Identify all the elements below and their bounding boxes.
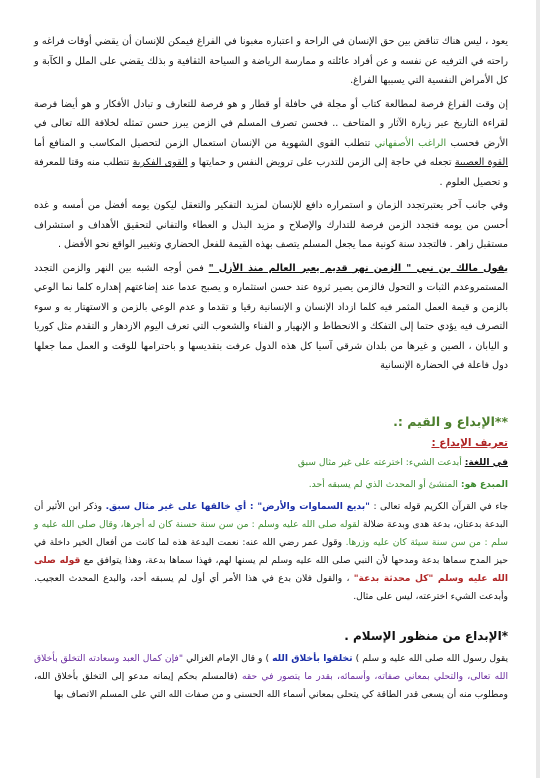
quran-verse: "بديع السماوات والأرض" : أي خالقها على غير مثال سبق.	[105, 500, 370, 512]
islam-text-1: يقول رسول الله صلى الله عليه و سلم )	[355, 652, 509, 664]
mubdi-definition: المنشئ أو المحدث الذي لم يسبقه أحد.	[308, 478, 458, 490]
nervous-force-term: القوة العصبية	[454, 157, 509, 168]
ibn-athir-text: وذكر ابن الأثير أن البدعة بدعتان، بدعة هدى وبدعة ضلالة	[34, 500, 508, 530]
umar-text: وقول عمر رضي الله عنه: نعمت البدعة هذه لما كانت من أفعال الخير داخلة في حيز المدح سماها بدعة ومدحها لأن النبي صلى الله عليه وسلم لم يسنها لهم، فهذا سماها بدعة، وهذا يتوافق مع	[34, 536, 508, 566]
mubdi-label: المبدع هو:	[460, 478, 508, 490]
bidaa-ending: ، والقول فلان بدع في هذا الأمر أي أول لم يسبقه أحد، والبدع المحدث العجيب. وأبدعت الشيء اخترعته، ليس على مثال.	[34, 572, 508, 602]
paragraph-islam-creativity	[34, 650, 508, 704]
definition-language	[34, 454, 508, 472]
paragraph-free-time	[34, 95, 508, 193]
language-label: في اللغة:	[464, 456, 508, 468]
islam-text-2: ) و قال الإمام الغزالي	[186, 652, 270, 664]
hadith-muhdatha: قوله صلى الله عليه وسلم "كل محدثة بدعة"	[34, 554, 509, 584]
ghazali-quote: "فإن كمال العبد وسعادته التخلق بأخلاق الله تعالى، والتحلي بمعاني صفاته، وأسمائه، بقدر ما يتصور في حقه	[34, 652, 509, 682]
malek-bennabi-body: فمن أوجه الشبه بين النهر والزمن التجدد المستمروعدم الثبات و التحول فالزمن يصير ثروة عند حسن استثماره و يصبح عدما عند إضاعتهم إهداره كلما نما الوعي بالزمن و قيمة العمل المثمر فيه كلما ازداد الإنسان و الإنسانية رقيا و تقدما و عدم الوعي بالزمن و الاستهتار به و سوء التصرف فيه يؤدي حتما إلى التفكك و الانحطاط و الإنهيار و الفناء والشعوب التي تعرف اليوم الازدهار و التقدم مثل كوريا و اليابان ، الصين و غيرها من بلدان شرقي آسيا كل هذه الدول عرفت بتقديسها و باحترامها للوقت و العمل مما جعلها دول فاعلة في الحضارة الإنسانية	[34, 262, 508, 371]
section-heading-islam-creativity: *الإبداع من منظور الإسلام .	[344, 628, 508, 643]
paragraph-bidaa	[34, 498, 508, 606]
malek-bennabi-quote: يقول مالك بن نبي " الزمن نهر قديم يعبر العالم منذ الأزل "	[208, 262, 508, 274]
paragraph-leisure: يعود ، ليس هناك تناقض بين حق الإنسان في الراحة و اعتباره مغبونا في الفراغ فيمكن للإنسان أن يقضي أوقات فراغه و راحته في الترفيه عن نفسه و عن أفراد عائلته و ممارسة الرياضة و السياحة الثقافية و بذلك يقضي على الملل و الكآبة و كل الأمراض النفسية التي يسببها الفراغ.	[34, 36, 508, 86]
hadith-akhlaq: تخلقوا بأخلاق الله	[272, 652, 353, 664]
islam-text-3: (فالمسلم بحكم إيمانه مدعو إلى التخلق بأخلاق الله، ومطلوب منه أن يسعى قدر الطاقة كي يتحلى بمعاني أسماء الله الحسنى و من صفات الله التي على المسلم الاتصاف بها	[34, 670, 508, 700]
free-time-text-3: تجعله في حاجة إلى الزمن للتدرب على ترويض النفس و حمايتها و	[190, 157, 452, 168]
definition-mubdi	[34, 476, 508, 494]
free-time-text-2: تتطلب القوى الشهوية من الإنسان استعمال الزمن لتحصيل المكاسب و المنافع أما	[34, 137, 371, 149]
free-time-text-4: تتطلب منه وقتا للمعرفة و تحصيل العلوم .	[34, 157, 508, 188]
hadith-sunna: لقوله صلى الله عليه وسلم : من سن سنة حسنة كان له أجرها، وقال صلى الله عليه و سلم : من سن سنة سيئة كان عليه وزرها.	[34, 518, 508, 548]
paragraph-renewal: وفي جانب آخر يعتبرتجدد الزمان و استمراره دافع للإنسان لمزيد التفكير والتعقل ليكون يومه أفضل من أمسه و غده أحسن من يومه فتجدد الزمن فرصة للتدارك والإصلاح و مزيد البذل و العطاء والتفاني لتحقيق الأهداف و استشراف مستقبل زاهر . فالتجدد سنة كونية مما يجعل المسلم يتصف بهذه القيمة للفعل الحضاري وتغيير الواقع نحو الأفضل .	[34, 200, 508, 250]
free-time-text-1: إن وقت الفراغ فرصة لمطالعة كتاب أو مجلة في حافلة أو قطار و هو فرصة للتعارف و تبادل الأفكار و هو أيضا فرصة لقراءة التاريخ عبر زيارة الآثار و المتاحف .. فحسن تصرف المسلم في الزمن يبرز حسن تمثله لخلافة الله تعالى في الأرض فحسب	[34, 98, 508, 149]
section-heading-creativity-values: **الإبداع و القيم :.	[393, 413, 508, 429]
raghib-name: الراغب الأصفهاني	[374, 137, 447, 149]
definition-title: تعريف الإبداع :	[431, 436, 508, 449]
language-definition: أبدعت الشيء: اخترعته على غير مثال سبق	[297, 456, 462, 468]
intellectual-force-term: القوى الفكرية	[132, 157, 188, 168]
quran-intro: جاء في القرآن الكريم قوله تعالى :	[373, 500, 509, 512]
paragraph-malek-bennabi	[34, 259, 508, 376]
